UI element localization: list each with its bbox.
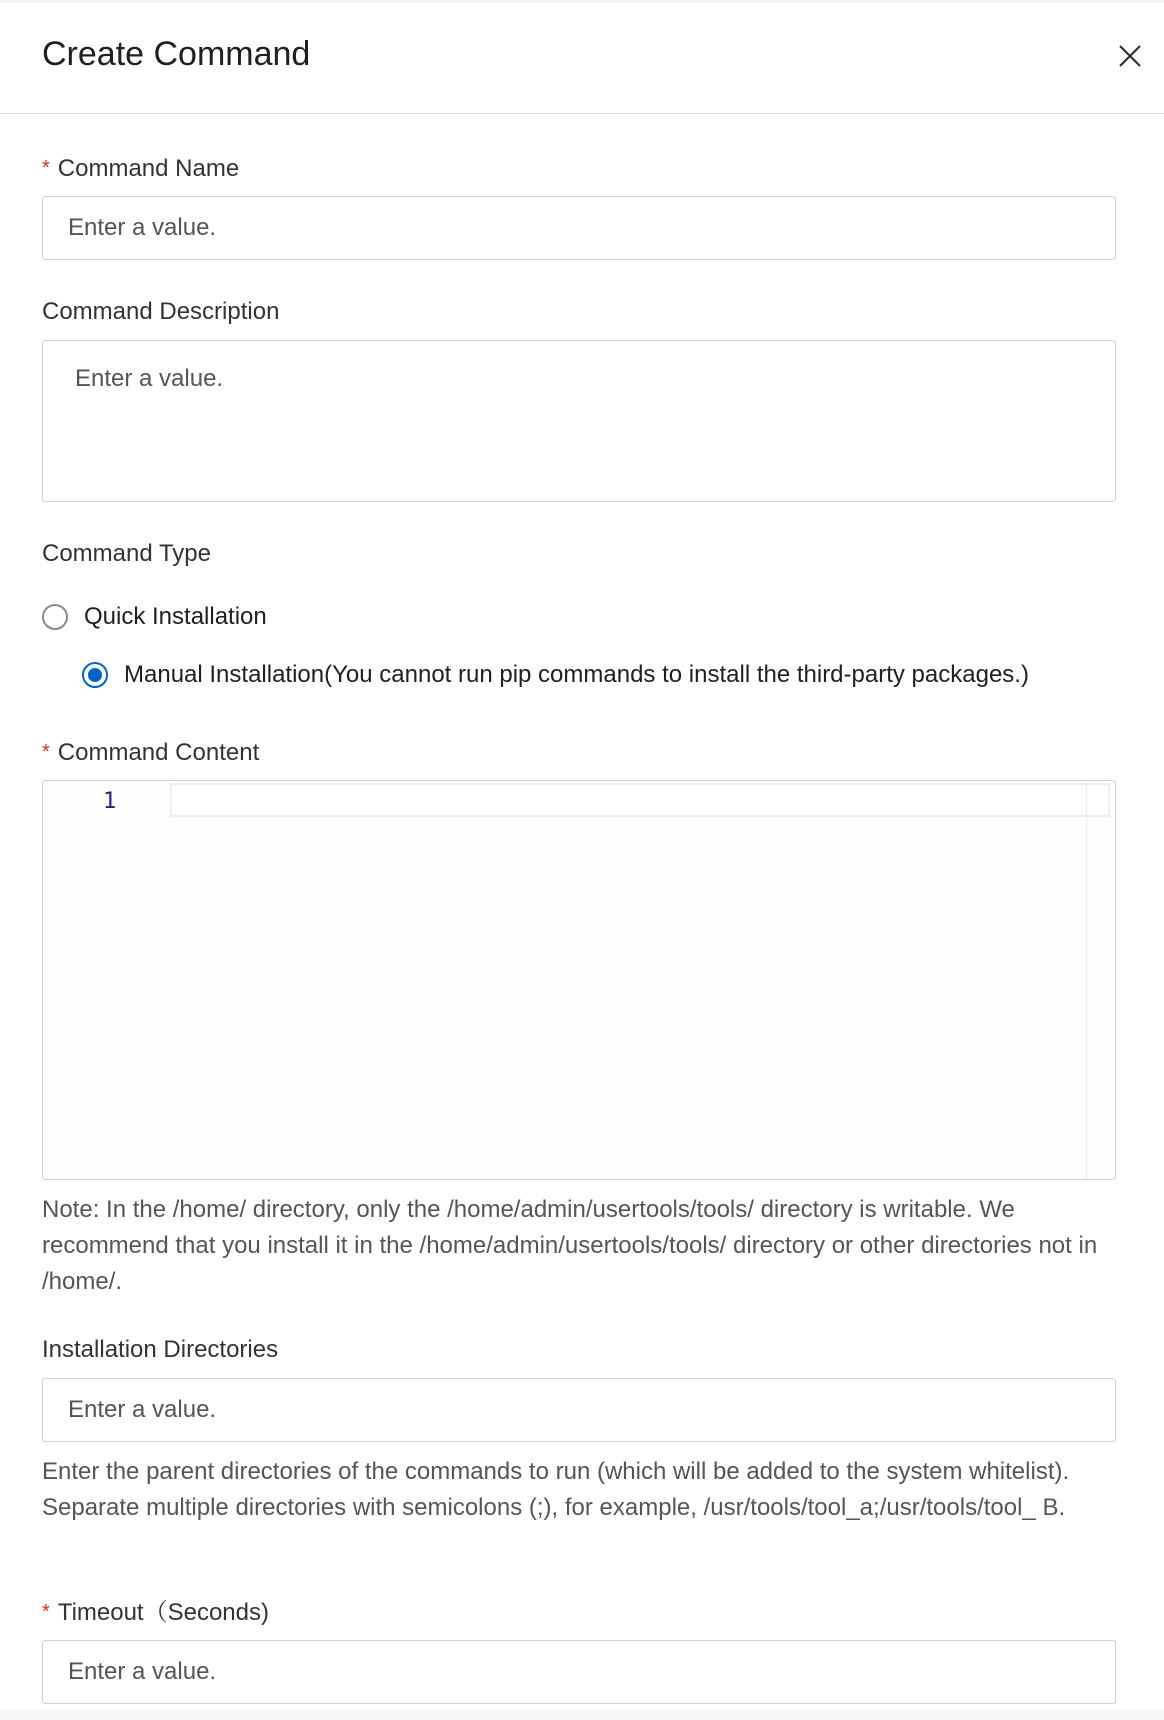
radio-button-unchecked[interactable] xyxy=(42,604,68,630)
installation-directories-label: Installation Directories xyxy=(42,1336,279,1363)
dialog-title: Create Command xyxy=(42,35,311,73)
note-text: Note: In the /home/ directory, only the /home/admin/usertools/tools/ directory is writable. We recommend that you install it in the /home/admin/usertools/tools/ directory or other directories not in /home/. xyxy=(42,1196,1098,1295)
command-type-label: Command Type xyxy=(42,540,211,567)
line-number: 1 xyxy=(103,789,117,814)
active-line[interactable] xyxy=(170,783,1110,817)
close-icon[interactable] xyxy=(1114,40,1146,72)
command-name-label-text: Command Name xyxy=(57,155,240,182)
radio-button-checked[interactable] xyxy=(82,662,108,688)
command-content-label-text: Command Content xyxy=(57,739,260,766)
dialog-header xyxy=(0,0,1164,114)
radio-label-manual-installation: Manual Installation(You cannot run pip commands to install the third-party packages.) xyxy=(124,661,1029,688)
command-name-label xyxy=(42,153,239,184)
command-content-label xyxy=(42,737,259,768)
command-description-input[interactable] xyxy=(42,340,1116,502)
radio-manual-installation[interactable] xyxy=(82,661,1029,689)
required-mark: * xyxy=(42,741,50,763)
timeout-label xyxy=(42,1597,269,1628)
editor-scrollbar-track[interactable] xyxy=(1086,781,1087,1179)
required-mark: * xyxy=(42,157,50,179)
command-description-label: Command Description xyxy=(42,298,280,325)
code-editor[interactable] xyxy=(42,780,1116,1180)
timeout-label-text: Timeout（Seconds) xyxy=(57,1599,269,1626)
installation-directories-help: Enter the parent directories of the commands to run (which will be added to the system whitelist). Separate multiple directories with semicolons (;), for example, /usr/tools/tool_a;/usr/tools/tool_ B. xyxy=(42,1458,1070,1521)
timeout-input[interactable] xyxy=(42,1640,1116,1704)
required-mark: * xyxy=(42,1601,50,1623)
command-name-input[interactable] xyxy=(42,196,1116,260)
installation-directories-input[interactable] xyxy=(42,1378,1116,1442)
radio-quick-installation[interactable] xyxy=(42,603,267,631)
radio-label-quick-installation: Quick Installation xyxy=(84,603,267,630)
bottom-edge xyxy=(0,1710,1164,1720)
